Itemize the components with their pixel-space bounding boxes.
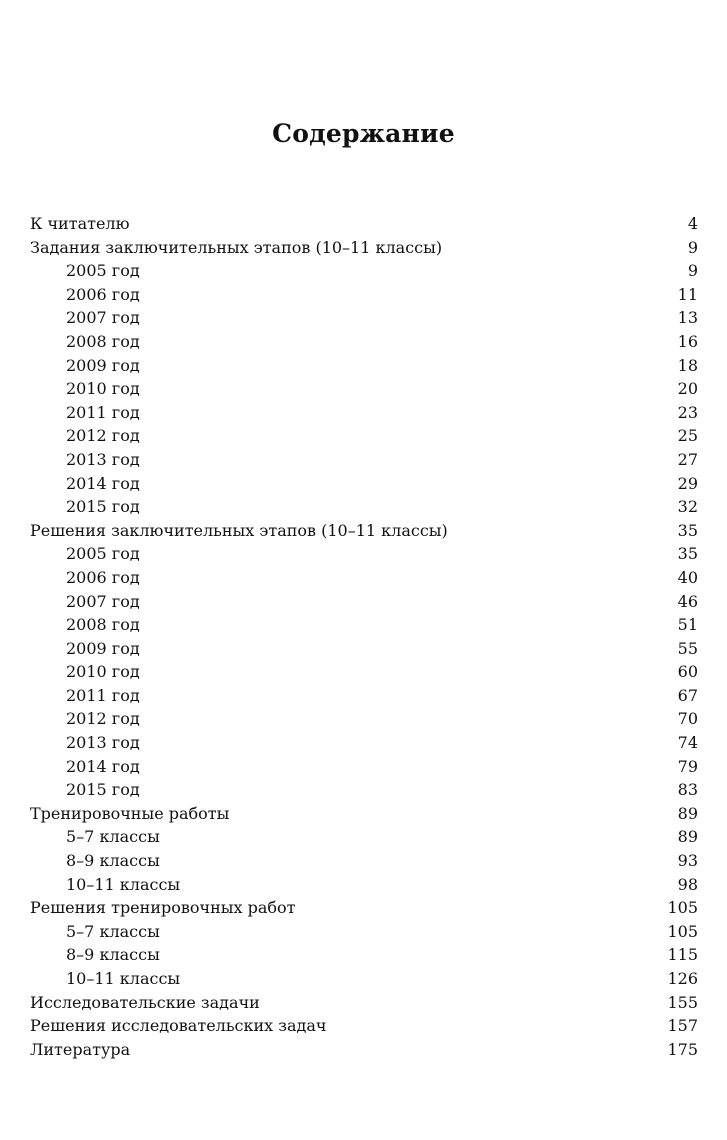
toc-subsection-entry (30, 943, 698, 967)
toc-entry-label: 2005 год (66, 261, 146, 280)
toc-page-number: 13 (670, 306, 698, 330)
toc-section-entry (30, 519, 698, 543)
toc-page-number: 20 (670, 377, 698, 401)
toc-page-number: 175 (659, 1038, 698, 1062)
toc-page-number: 89 (670, 802, 698, 826)
toc-section-entry (30, 1014, 698, 1038)
toc-entry-label: 10–11 классы (66, 875, 186, 894)
toc-entry-label: 2012 год (66, 426, 146, 445)
toc-entry-label: 2005 год (66, 544, 146, 563)
toc-page-number: 11 (670, 283, 698, 307)
toc-page-number: 16 (670, 330, 698, 354)
toc-page-number: 155 (659, 991, 698, 1015)
toc-entry-label: 2015 год (66, 780, 146, 799)
toc-subsection-entry (30, 613, 698, 637)
toc-subsection-entry (30, 920, 698, 944)
toc-page-number: 67 (670, 684, 698, 708)
toc-subsection-entry (30, 259, 698, 283)
toc-subsection-entry (30, 306, 698, 330)
toc-page-number: 115 (659, 943, 698, 967)
toc-page-number: 23 (670, 401, 698, 425)
toc-entry-label: 2014 год (66, 474, 146, 493)
toc-subsection-entry (30, 590, 698, 614)
toc-page-number: 93 (670, 849, 698, 873)
toc-page-number: 4 (680, 212, 698, 236)
toc-page-number: 105 (659, 920, 698, 944)
toc-page-number: 60 (670, 660, 698, 684)
toc-subsection-entry (30, 330, 698, 354)
toc-subsection-entry (30, 637, 698, 661)
toc-entry-label: 2010 год (66, 379, 146, 398)
toc-entry-label: Решения тренировочных работ (30, 898, 301, 917)
toc-page-number: 9 (680, 236, 698, 260)
toc-entry-label: 2006 год (66, 568, 146, 587)
page-title: Содержание (272, 119, 455, 148)
toc-entry-label: 10–11 классы (66, 969, 186, 988)
toc-subsection-entry (30, 283, 698, 307)
toc-subsection-entry (30, 755, 698, 779)
toc-entry-label: 2009 год (66, 356, 146, 375)
toc-entry-label: Исследовательские задачи (30, 993, 266, 1012)
toc-subsection-entry (30, 401, 698, 425)
toc-subsection-entry (30, 684, 698, 708)
toc-subsection-entry (30, 849, 698, 873)
toc-page-number: 35 (670, 542, 698, 566)
toc-section-entry (30, 212, 698, 236)
toc-subsection-entry (30, 660, 698, 684)
toc-entry-label: 2008 год (66, 332, 146, 351)
toc-page-number: 83 (670, 778, 698, 802)
toc-subsection-entry (30, 873, 698, 897)
toc-entry-label: 8–9 классы (66, 945, 166, 964)
toc-entry-label: 2012 год (66, 709, 146, 728)
toc-entry-label: 2013 год (66, 733, 146, 752)
toc-entry-label: Решения заключительных этапов (10–11 классы) (30, 521, 454, 540)
toc-subsection-entry (30, 825, 698, 849)
toc-subsection-entry (30, 967, 698, 991)
toc-entry-label: 2015 год (66, 497, 146, 516)
toc-page-number: 157 (659, 1014, 698, 1038)
toc-entry-label: 2013 год (66, 450, 146, 469)
toc-page-number: 55 (670, 637, 698, 661)
toc-entry-label: 2009 год (66, 639, 146, 658)
toc-entry-label: 2007 год (66, 308, 146, 327)
toc-page-number: 46 (670, 590, 698, 614)
toc-subsection-entry (30, 495, 698, 519)
toc-subsection-entry (30, 472, 698, 496)
toc-section-entry (30, 991, 698, 1015)
toc-page-number: 9 (680, 259, 698, 283)
toc-subsection-entry (30, 707, 698, 731)
toc-entry-label: 8–9 классы (66, 851, 166, 870)
toc-subsection-entry (30, 731, 698, 755)
toc-subsection-entry (30, 778, 698, 802)
toc-entry-label: К читателю (30, 214, 136, 233)
toc-entry-label: Решения исследовательских задач (30, 1016, 333, 1035)
toc-subsection-entry (30, 448, 698, 472)
toc-page-number: 35 (670, 519, 698, 543)
toc-entry-label: Тренировочные работы (30, 804, 235, 823)
toc-entry-label: 2011 год (66, 686, 146, 705)
toc-entry-label: 2011 год (66, 403, 146, 422)
toc-entry-label: 2008 год (66, 615, 146, 634)
toc-section-entry (30, 1038, 698, 1062)
toc-section-entry (30, 802, 698, 826)
toc-entry-label: 2014 год (66, 757, 146, 776)
toc-page-number: 18 (670, 354, 698, 378)
toc-entry-label: 2010 год (66, 662, 146, 681)
toc-entry-label: 2007 год (66, 592, 146, 611)
toc-page-number: 79 (670, 755, 698, 779)
toc-entry-label: 2006 год (66, 285, 146, 304)
toc-subsection-entry (30, 542, 698, 566)
toc-subsection-entry (30, 424, 698, 448)
toc-subsection-entry (30, 566, 698, 590)
toc-page-number: 126 (659, 967, 698, 991)
toc-page-number: 27 (670, 448, 698, 472)
toc-section-entry (30, 896, 698, 920)
toc-page-number: 29 (670, 472, 698, 496)
toc-page-number: 25 (670, 424, 698, 448)
toc-entry-label: Задания заключительных этапов (10–11 классы) (30, 238, 448, 257)
toc-subsection-entry (30, 377, 698, 401)
toc-entry-label: 5–7 классы (66, 827, 166, 846)
toc-page-number: 89 (670, 825, 698, 849)
table-of-contents (30, 212, 698, 1061)
toc-page-number: 40 (670, 566, 698, 590)
toc-page-number: 51 (670, 613, 698, 637)
toc-page-number: 74 (670, 731, 698, 755)
toc-entry-label: Литература (30, 1040, 136, 1059)
toc-subsection-entry (30, 354, 698, 378)
toc-entry-label: 5–7 классы (66, 922, 166, 941)
toc-page-number: 98 (670, 873, 698, 897)
toc-page-number: 32 (670, 495, 698, 519)
toc-section-entry (30, 236, 698, 260)
toc-page-number: 70 (670, 707, 698, 731)
toc-page-number: 105 (659, 896, 698, 920)
